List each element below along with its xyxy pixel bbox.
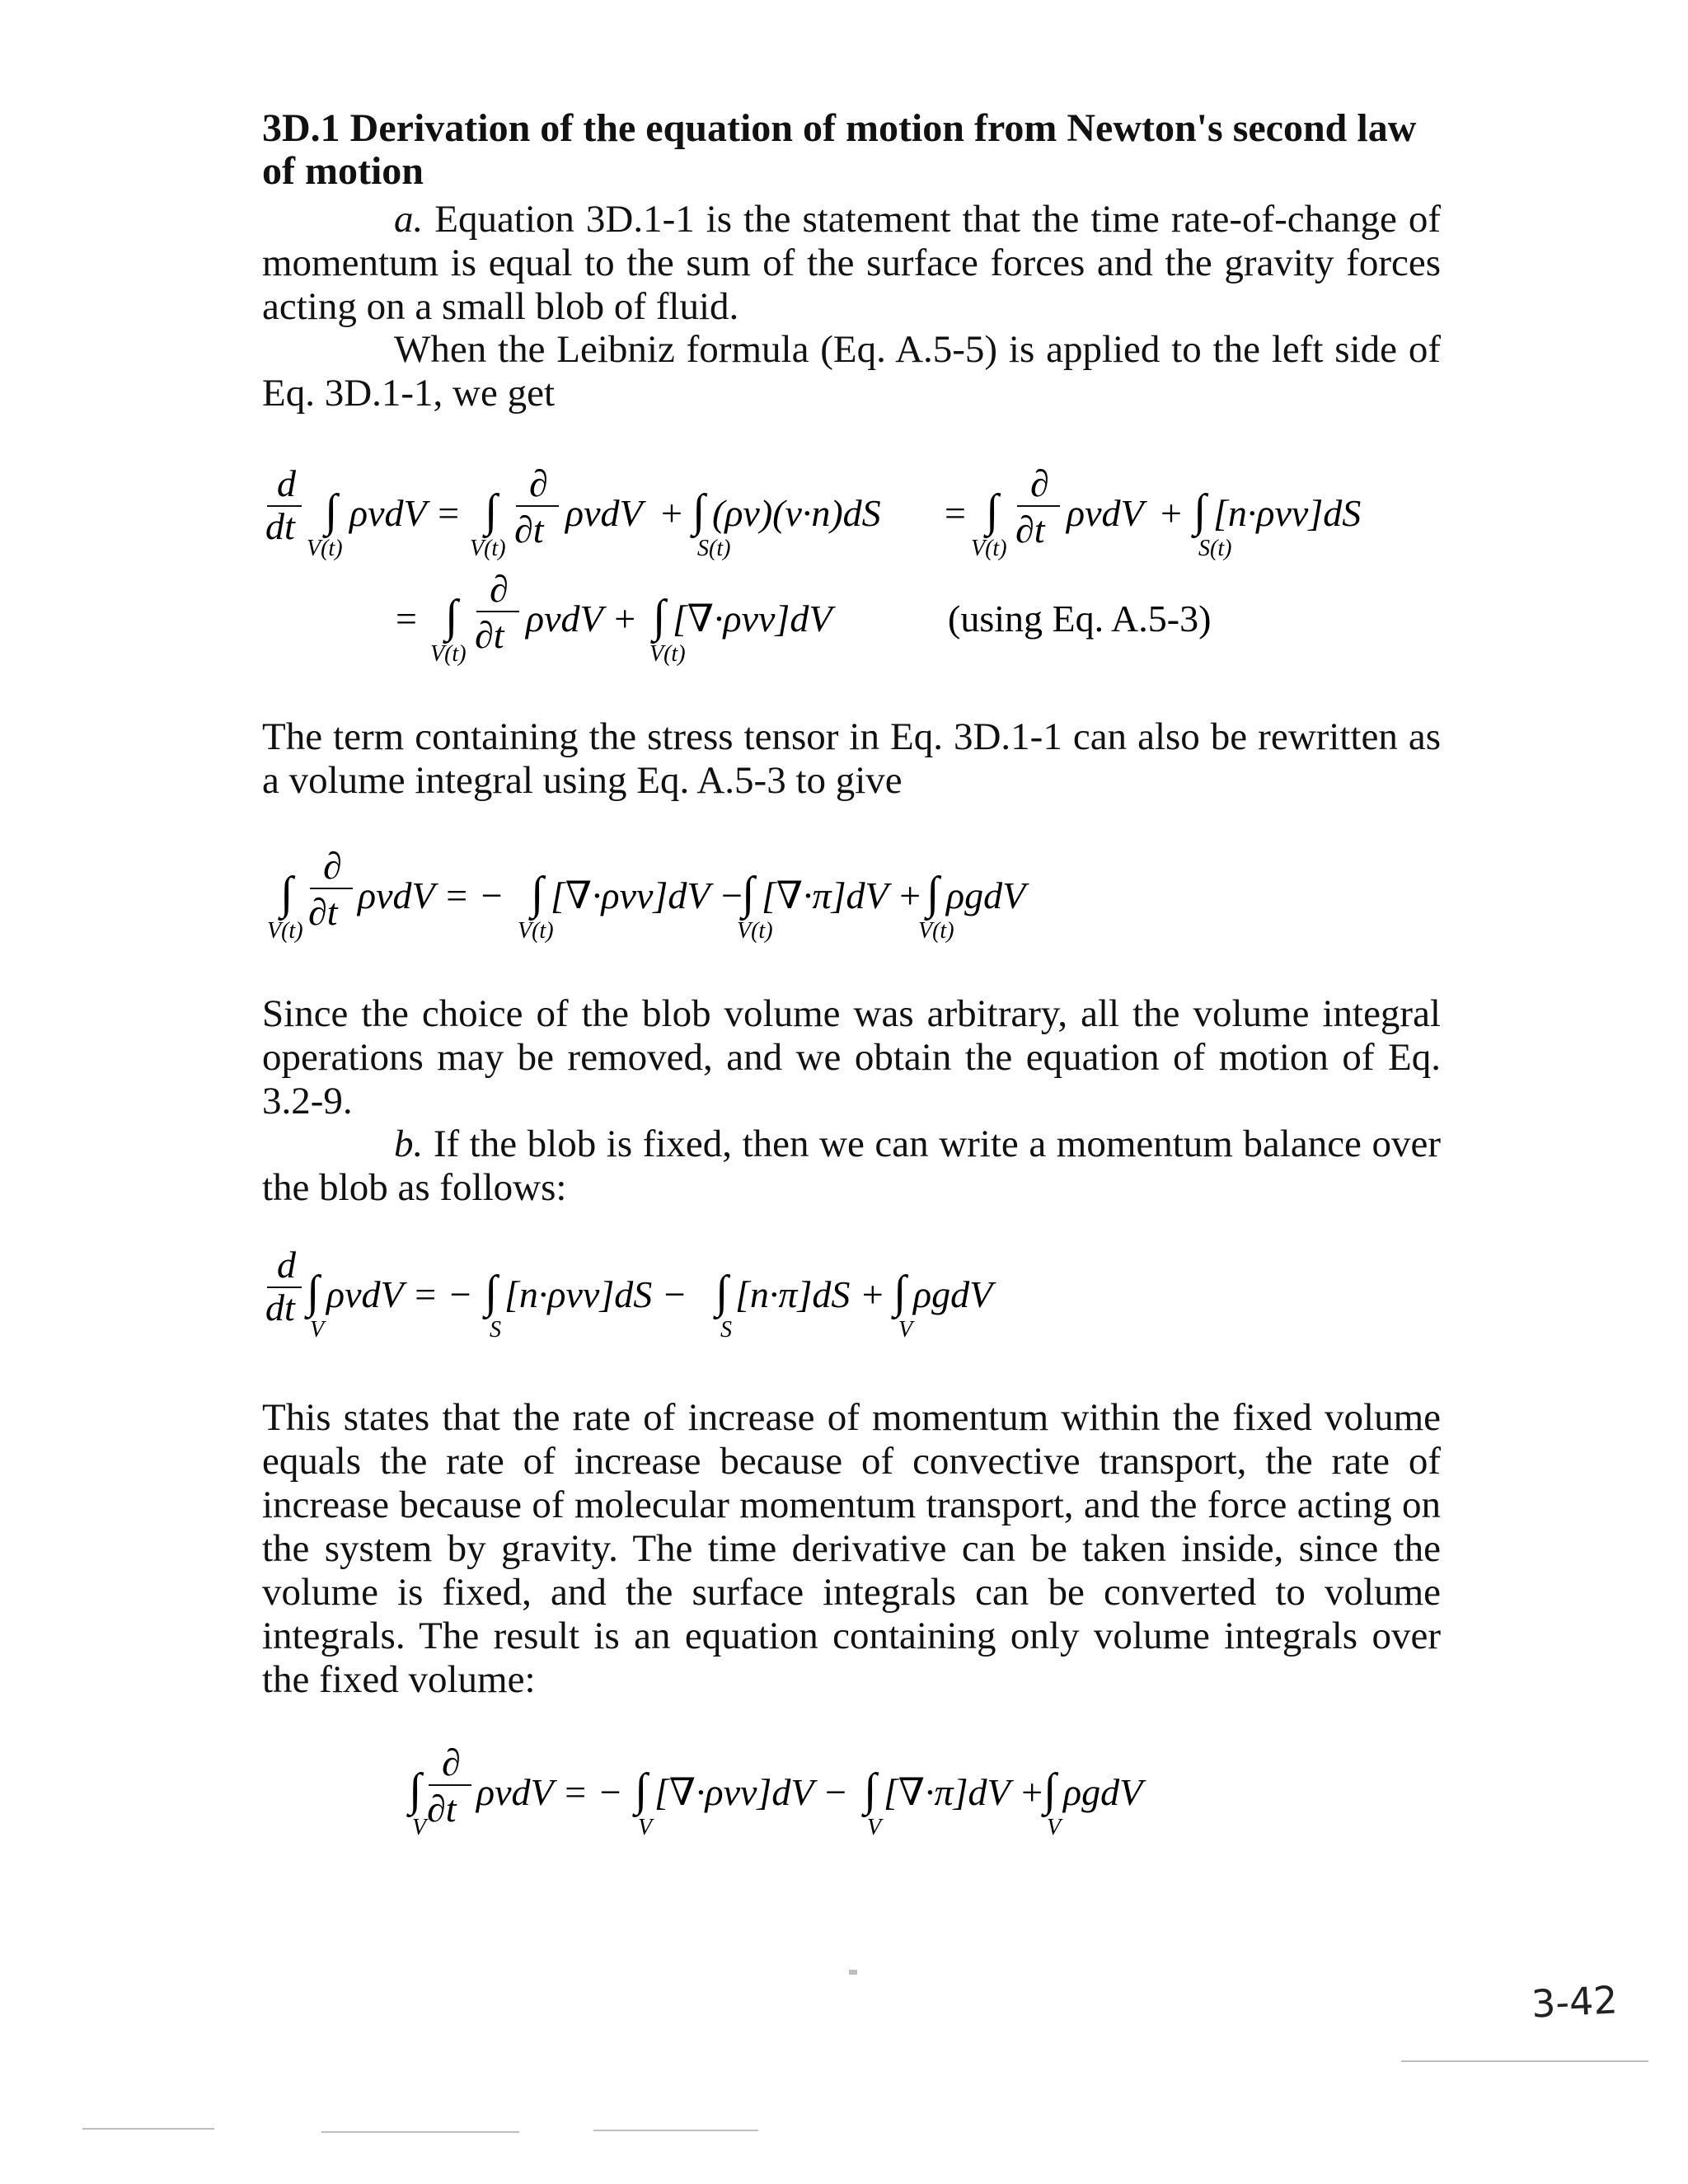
- eq3-integral-4: ∫: [893, 1267, 907, 1318]
- eq1-dt: dt: [265, 505, 295, 547]
- eq3-limit-2: S: [490, 1317, 501, 1343]
- eq1b-limit-1: V(t): [430, 641, 467, 667]
- item-label-a: a.: [394, 198, 424, 241]
- eq1-plus-1: +: [661, 492, 682, 534]
- eq4-integral-1: ∫: [409, 1765, 422, 1816]
- paragraph-a: [262, 198, 1441, 329]
- section-heading: 3D.1 Derivation of the equation of motion from Newton's second law of motion: [262, 106, 1417, 193]
- paragraph-a-text: Equation 3D.1-1 is the statement that the time rate-of-change of momentum is equal to the sum of the surface forces and the gravity forces acting on a small blob of fluid.: [262, 198, 1441, 328]
- eq2-limit-4: V(t): [918, 918, 954, 944]
- eq4-limit-1: V: [412, 1815, 427, 1840]
- eq1b-equals: =: [396, 598, 417, 640]
- equation-fixed-volume: [392, 1741, 1217, 1857]
- eq1b-term-1: ρvdV +: [526, 598, 638, 640]
- eq4-limit-4: V: [1047, 1815, 1062, 1840]
- eq2-partial-t: ∂t: [308, 891, 338, 933]
- eq3-dt: dt: [265, 1286, 295, 1329]
- eq3-limit-1: V: [310, 1317, 325, 1343]
- eq3-lhs: ρvdV = −: [326, 1273, 473, 1315]
- paragraph-b-text: If the blob is fixed, then we can write a momentum balance over the blob as follows:: [262, 1122, 1441, 1209]
- eq1-limit-5: S(t): [1198, 536, 1232, 561]
- eq2-limit-2: V(t): [518, 918, 554, 944]
- eq1-integral-4: ∫: [986, 485, 999, 537]
- eq1-integral-2: ∫: [485, 485, 498, 537]
- eq1-partial-2: ∂: [1030, 462, 1049, 504]
- eq1-equals-2: =: [945, 492, 966, 534]
- eq2-limit-1: V(t): [267, 918, 303, 944]
- eq2-partial: ∂: [323, 845, 342, 887]
- scan-speck: [321, 2131, 519, 2133]
- scan-speck: [593, 2130, 758, 2131]
- eq4-limit-2: V: [638, 1815, 653, 1840]
- equation-stress-svg: [260, 844, 1167, 951]
- eq1-d: d: [277, 462, 296, 504]
- eq3-limit-3: S: [720, 1317, 732, 1343]
- eq3-integral-1: ∫: [307, 1267, 320, 1318]
- eq1-plus-2: +: [1160, 492, 1182, 534]
- equation-fixed-blob-svg: [260, 1243, 1068, 1350]
- eq1-surface-term: [n·ρvv]dS: [1213, 492, 1362, 534]
- scan-speck: [849, 1970, 857, 1975]
- eq1-partial-1: ∂: [529, 462, 548, 504]
- eq1b-partial: ∂: [490, 568, 509, 610]
- eq3-integral-3: ∫: [715, 1267, 729, 1318]
- eq3-term-2: [n·π]dS +: [735, 1273, 885, 1315]
- equation-fixed-blob: [260, 1243, 1068, 1359]
- eq1b-integral-1: ∫: [445, 591, 458, 642]
- eq2-integral-2: ∫: [531, 868, 544, 919]
- eq3-limit-4: V: [898, 1317, 913, 1343]
- eq1-integral-1: ∫: [325, 485, 338, 537]
- equation-fixed-volume-svg: [392, 1741, 1217, 1848]
- eq1-limit-4: V(t): [971, 536, 1007, 561]
- eq1-limit-2: V(t): [470, 536, 506, 561]
- eq2-lhs: ρvdV = −: [358, 874, 504, 916]
- eq4-term-3: ρgdV: [1063, 1771, 1143, 1813]
- eq1b-integral-2: ∫: [653, 591, 666, 642]
- eq4-partial: ∂: [442, 1741, 461, 1783]
- eq2-limit-3: V(t): [737, 918, 773, 944]
- eq1b-divergence: [∇·ρvv]dV: [673, 598, 832, 640]
- eq3-integral-2: ∫: [485, 1267, 498, 1318]
- eq3-d: d: [277, 1244, 296, 1286]
- equation-leibniz-line-2-svg: [387, 567, 1245, 674]
- eq4-term-2: [∇·π]dV +: [884, 1771, 1045, 1813]
- eq4-term-1: [∇·ρvv]dV −: [654, 1771, 849, 1813]
- eq4-integral-2: ∫: [635, 1765, 648, 1816]
- eq4-integral-4: ∫: [1043, 1765, 1057, 1816]
- equation-leibniz-line-1-svg: [260, 462, 1431, 569]
- eq1-limit-3: S(t): [697, 536, 731, 561]
- eq4-integral-3: ∫: [864, 1765, 877, 1816]
- scan-speck: [1401, 2060, 1648, 2062]
- eq2-integral-1: ∫: [280, 868, 293, 919]
- eq1b-partial-t: ∂t: [475, 614, 504, 656]
- paragraph-stress: The term containing the stress tensor in Eq. 3D.1-1 can also be rewritten as a volume integral using Eq. A.5-3 to give: [262, 715, 1441, 802]
- paragraph-states: This states that the rate of increase of momentum within the fixed volume equals the rate of increase because of convective transport, the rate of increase because of molecular momentum transport, and the force acting on the system by gravity. The time derivative can be taken inside, since the volume is fixed, and the surface integrals can be converted to volume integrals. The result is an equation containing only volume integrals over the fixed volume:: [262, 1396, 1441, 1701]
- scan-speck: [82, 2128, 214, 2130]
- eq2-term-2: [∇·π]dV +: [762, 874, 923, 916]
- eq1-partial-t-1: ∂t: [514, 509, 544, 551]
- paragraph-b: [262, 1122, 1441, 1210]
- eq2-term-3: ρgdV: [946, 874, 1026, 916]
- equation-leibniz-line-1: [260, 462, 1431, 578]
- eq1-limit-1: V(t): [307, 536, 343, 561]
- eq3-term-3: ρgdV: [913, 1273, 993, 1315]
- eq1-term-1: ρvdV: [565, 492, 643, 534]
- eq2-integral-4: ∫: [926, 868, 940, 919]
- eq1-term-2: ρvdV: [1067, 492, 1144, 534]
- eq4-limit-3: V: [867, 1815, 882, 1840]
- eq1-integral-3: ∫: [692, 485, 706, 537]
- eq1-integral-5: ∫: [1193, 485, 1207, 537]
- eq1-convective: (ρv)(v·n)dS: [712, 492, 881, 534]
- item-label-b: b.: [394, 1122, 424, 1165]
- eq2-integral-3: ∫: [742, 868, 755, 919]
- eq1b-limit-2: V(t): [649, 641, 686, 667]
- paragraph-leibniz: When the Leibniz formula (Eq. A.5-5) is applied to the left side of Eq. 3D.1-1, we get: [262, 328, 1441, 415]
- eq3-term-1: [n·ρvv]dS −: [504, 1273, 687, 1315]
- eq1-partial-t-2: ∂t: [1015, 509, 1045, 551]
- eq1b-note: (using Eq. A.5-3): [948, 598, 1212, 640]
- equation-stress: [260, 844, 1167, 960]
- eq4-partial-t: ∂t: [427, 1788, 457, 1830]
- eq1-lhs: ρvdV =: [349, 492, 462, 534]
- equation-leibniz-line-2: [387, 567, 1245, 683]
- page-number: 3-42: [1530, 1977, 1619, 2027]
- eq4-lhs: ρvdV = −: [476, 1771, 623, 1813]
- eq2-term-1: [∇·ρvv]dV −: [551, 874, 745, 916]
- paragraph-arbitrary: Since the choice of the blob volume was arbitrary, all the volume integral operations may be removed, and we obtain the equation of motion of Eq. 3.2-9.: [262, 992, 1441, 1122]
